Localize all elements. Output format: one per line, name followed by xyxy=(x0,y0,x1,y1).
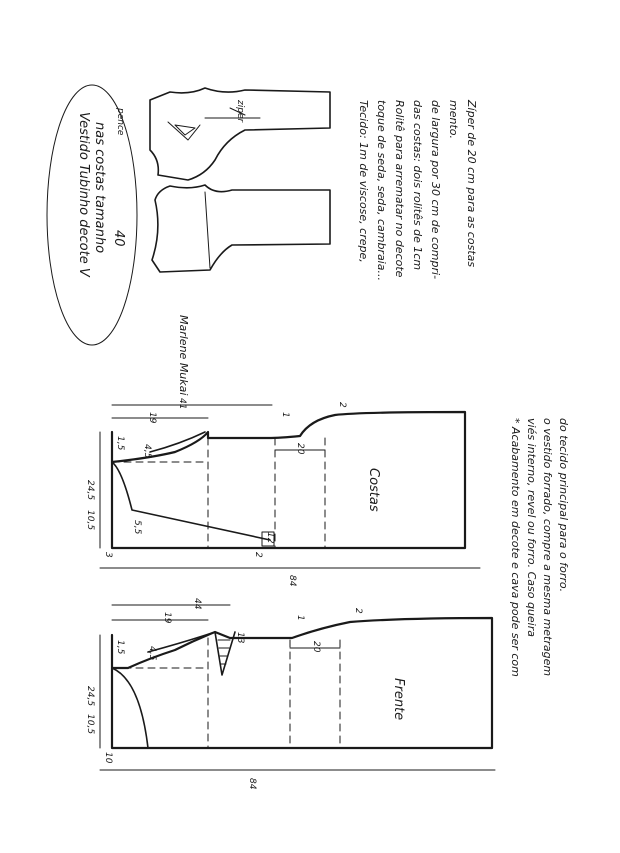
front-dim-2: 2 xyxy=(353,608,363,614)
back-dim-20: 20 xyxy=(295,443,305,455)
material-notes xyxy=(357,99,478,281)
dress-sketch-front xyxy=(152,185,330,272)
back-label: Costas xyxy=(366,468,381,512)
front-neckline xyxy=(112,668,148,748)
front-dim-13: 13 xyxy=(235,632,245,644)
front-dim-19: 19 xyxy=(162,612,172,624)
front-dim-1: 1 xyxy=(295,615,305,621)
front-dim-4-5: 4,5 xyxy=(147,646,157,661)
dress-sketch-front-seam xyxy=(205,192,210,268)
back-dim-1: 1 xyxy=(280,412,290,418)
note-tecido-2: toque de seda, seda, cambraia... xyxy=(375,100,388,281)
back-dim-3: 3 xyxy=(103,552,113,558)
note-ziper: Zíper de 20 cm para as costas xyxy=(465,100,478,268)
front-outline xyxy=(112,618,492,748)
dress-sketch-neckline xyxy=(168,122,200,140)
note-rolite-1: Rolitê para arrematar no decote xyxy=(393,100,406,278)
front-dim-10-5: 10,5 xyxy=(85,714,95,735)
front-dim-top: 44 xyxy=(192,598,202,610)
back-dim-4-5: 4,5 xyxy=(142,444,152,459)
signature: Marlene Mukai xyxy=(177,315,190,396)
front-dim-1-5: 1,5 xyxy=(115,640,125,655)
back-dim-1-5: 1,5 xyxy=(115,436,125,451)
back-piece xyxy=(100,405,480,568)
front-dim-20: 20 xyxy=(311,641,321,653)
note-tecido: Tecido: 1m de viscose, crepe, xyxy=(357,100,370,263)
back-dim-10-5: 10,5 xyxy=(85,510,95,531)
dress-sketch-rolite xyxy=(175,125,195,135)
note-rolite-3: de largura por 30 cm de compri- xyxy=(429,100,442,280)
front-piece xyxy=(100,605,495,770)
front-dim-24-5: 24,5 xyxy=(85,686,95,707)
note-rolite-4: mento. xyxy=(447,100,460,139)
front-armhole xyxy=(148,632,215,652)
footnote-line2: viés interno, revel ou forro. Caso queira xyxy=(525,418,538,637)
sketch-label-ziper: ziper xyxy=(235,100,245,123)
back-outline xyxy=(112,412,465,548)
front-dim-10: 10 xyxy=(103,752,113,764)
back-dim-24-5: 24,5 xyxy=(85,480,95,501)
title-line2: nas costas tamanho xyxy=(92,122,107,254)
back-dim-2: 2 xyxy=(337,402,347,408)
footnote-line3: o vestido forrado, compre a mesma metragem xyxy=(541,418,554,677)
title-size: 40 xyxy=(111,230,126,247)
back-dim-5-5: 5,5 xyxy=(132,520,142,535)
back-dim-12: 12 xyxy=(265,532,275,544)
back-dim-19: 19 xyxy=(147,412,157,424)
front-dim-total: 84 xyxy=(247,778,257,790)
sketch-label-pence: pence xyxy=(115,108,125,136)
footnote-line4: do tecido principal para o forro. xyxy=(557,418,570,593)
back-dim-top: 41 xyxy=(177,398,187,410)
note-rolite-2: das costas: dois rolitês de 1cm xyxy=(411,100,424,271)
front-piece-labels xyxy=(85,598,406,790)
back-dim-2b: 2 xyxy=(253,552,263,558)
front-label: Frente xyxy=(391,678,406,721)
title-line1: Vestido Tubinho decote V xyxy=(76,112,91,277)
finishing-footnote xyxy=(509,418,570,677)
back-piece-labels xyxy=(85,398,381,587)
footnote-line1: * Acabamento em decote e cava pode ser com xyxy=(509,418,522,677)
back-dim-total: 84 xyxy=(287,575,297,587)
